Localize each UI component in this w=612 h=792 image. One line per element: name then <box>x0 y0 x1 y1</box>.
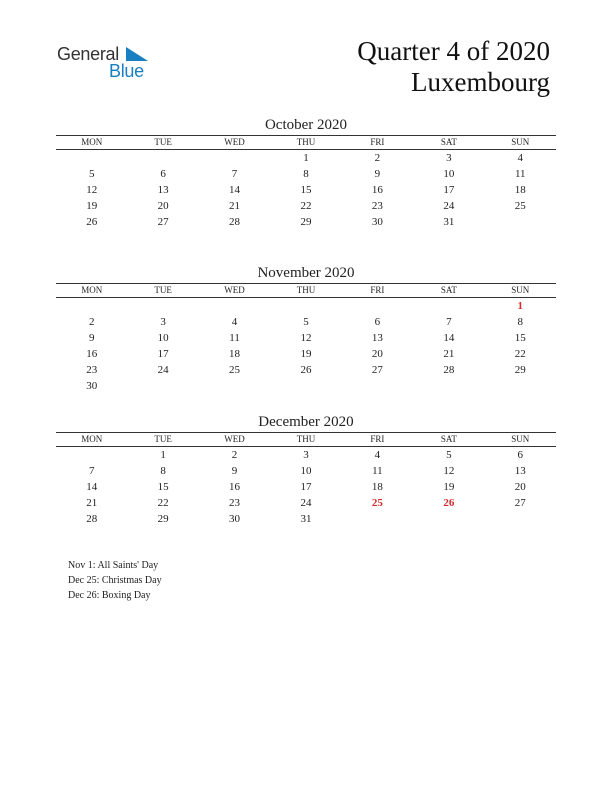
week-row <box>56 479 556 495</box>
day-cell: 26 <box>443 497 455 509</box>
page-title <box>357 36 550 98</box>
day-cell: 2 <box>374 152 381 164</box>
day-cell: 23 <box>86 364 98 376</box>
day-cell: 13 <box>157 184 169 196</box>
day-cell: 23 <box>229 497 241 509</box>
weekday-header-row <box>56 432 556 447</box>
month-november <box>56 264 556 394</box>
day-cell: 27 <box>514 497 526 509</box>
day-cell: 17 <box>157 348 169 360</box>
day-cell <box>56 447 127 463</box>
day-cell: 2 <box>231 449 238 461</box>
month-title: December 2020 <box>258 414 354 430</box>
day-cell: 13 <box>514 465 526 477</box>
day-cell <box>413 511 484 527</box>
week-row <box>56 182 556 198</box>
weekday-header: MON <box>81 285 103 295</box>
day-cell: 18 <box>229 348 241 360</box>
weekday-header: THU <box>296 137 316 147</box>
week-row <box>56 166 556 182</box>
day-cell: 10 <box>300 465 312 477</box>
day-cell: 19 <box>300 348 312 360</box>
day-cell: 10 <box>157 332 169 344</box>
weekday-header: FRI <box>370 285 385 295</box>
day-cell: 12 <box>443 465 455 477</box>
title-country: Luxembourg <box>411 67 550 97</box>
month-title: October 2020 <box>264 117 348 133</box>
day-cell: 30 <box>86 380 98 392</box>
weekday-header: WED <box>224 137 245 147</box>
weekday-header: MON <box>81 137 103 147</box>
day-cell: 15 <box>300 184 312 196</box>
day-cell: 30 <box>371 216 383 228</box>
weekday-header: TUE <box>154 137 172 147</box>
day-cell: 20 <box>514 481 526 493</box>
week-row <box>56 362 556 378</box>
day-cell <box>127 298 198 314</box>
weekday-header: THU <box>296 434 316 444</box>
day-cell: 3 <box>160 316 166 328</box>
day-cell: 29 <box>157 513 169 525</box>
week-row <box>56 495 556 511</box>
month-october <box>56 116 556 230</box>
day-cell: 11 <box>372 465 383 477</box>
day-cell <box>270 298 341 314</box>
day-cell: 30 <box>229 513 241 525</box>
day-cell: 16 <box>371 184 383 196</box>
day-cell: 3 <box>446 152 452 164</box>
day-cell: 7 <box>88 465 95 477</box>
day-cell: 23 <box>371 200 383 212</box>
weekday-header: SAT <box>440 434 457 444</box>
day-cell: 6 <box>374 316 381 328</box>
week-row <box>56 511 556 527</box>
day-cell: 31 <box>300 513 312 525</box>
week-row <box>56 214 556 230</box>
day-cell: 18 <box>371 481 383 493</box>
day-cell: 16 <box>229 481 241 493</box>
day-cell: 21 <box>443 348 455 360</box>
day-cell <box>199 150 270 166</box>
day-cell <box>199 378 270 394</box>
day-cell <box>127 378 198 394</box>
day-cell: 7 <box>446 316 452 328</box>
day-cell: 29 <box>514 364 526 376</box>
month-december <box>56 413 556 527</box>
day-cell: 4 <box>374 449 381 461</box>
weekday-header-row <box>56 135 556 150</box>
week-row <box>56 447 556 463</box>
day-cell: 12 <box>86 184 98 196</box>
day-cell <box>56 298 127 314</box>
day-cell: 9 <box>231 465 238 477</box>
day-cell <box>342 298 413 314</box>
day-cell: 28 <box>443 364 455 376</box>
day-cell <box>485 511 556 527</box>
day-cell: 24 <box>157 364 169 376</box>
holiday-note: Dec 25: Christmas Day <box>68 575 162 586</box>
logo-triangle-icon <box>126 47 148 61</box>
day-cell: 29 <box>300 216 312 228</box>
weekday-header: FRI <box>370 434 385 444</box>
day-cell: 19 <box>86 200 98 212</box>
weekday-header: TUE <box>154 434 172 444</box>
day-cell: 1 <box>160 449 166 461</box>
day-cell <box>485 378 556 394</box>
week-row <box>56 463 556 479</box>
day-cell <box>342 511 413 527</box>
day-cell: 15 <box>514 332 526 344</box>
day-cell: 20 <box>371 348 383 360</box>
day-cell: 11 <box>229 332 240 344</box>
day-cell: 24 <box>443 200 455 212</box>
day-cell: 2 <box>88 316 95 328</box>
weekday-header: WED <box>224 285 245 295</box>
day-cell <box>342 378 413 394</box>
week-row <box>56 198 556 214</box>
day-cell: 21 <box>86 497 98 509</box>
day-cell: 22 <box>300 200 312 212</box>
day-cell: 8 <box>517 316 523 328</box>
weekday-header: SAT <box>440 137 457 147</box>
day-cell <box>199 298 270 314</box>
logo <box>57 44 167 84</box>
week-row <box>56 150 556 166</box>
day-cell: 22 <box>157 497 169 509</box>
day-cell: 25 <box>371 497 383 509</box>
day-cell: 26 <box>300 364 312 376</box>
day-cell: 9 <box>88 332 95 344</box>
day-cell: 17 <box>443 184 455 196</box>
day-cell: 17 <box>300 481 312 493</box>
weekday-header-row <box>56 283 556 298</box>
day-cell: 4 <box>231 316 238 328</box>
day-cell: 10 <box>443 168 455 180</box>
day-cell: 27 <box>371 364 383 376</box>
weekday-header: TUE <box>154 285 172 295</box>
weekday-header: SUN <box>511 285 530 295</box>
day-cell: 5 <box>88 168 95 180</box>
day-cell <box>270 378 341 394</box>
day-cell: 6 <box>160 168 166 180</box>
holiday-notes <box>68 558 162 603</box>
day-cell: 14 <box>86 481 98 493</box>
weekday-header: SUN <box>511 434 530 444</box>
day-cell: 7 <box>231 168 238 180</box>
week-row <box>56 314 556 330</box>
day-cell: 25 <box>229 364 241 376</box>
day-cell: 16 <box>86 348 98 360</box>
day-cell: 28 <box>229 216 241 228</box>
day-cell <box>413 298 484 314</box>
day-cell: 13 <box>371 332 383 344</box>
day-cell <box>413 378 484 394</box>
day-cell: 26 <box>86 216 98 228</box>
day-cell: 15 <box>157 481 169 493</box>
day-cell: 8 <box>303 168 309 180</box>
logo-text-general: General <box>57 44 119 64</box>
day-cell: 12 <box>300 332 312 344</box>
day-cell: 11 <box>514 168 526 180</box>
day-cell: 19 <box>443 481 455 493</box>
week-row <box>56 346 556 362</box>
day-cell: 25 <box>514 200 526 212</box>
day-cell: 21 <box>229 200 241 212</box>
day-cell: 3 <box>303 449 309 461</box>
day-cell: 4 <box>517 152 523 164</box>
day-cell <box>485 214 556 230</box>
day-cell: 9 <box>374 168 381 180</box>
weekday-header: THU <box>296 285 316 295</box>
day-cell: 5 <box>446 449 452 461</box>
holiday-note: Dec 26: Boxing Day <box>68 590 151 601</box>
day-cell: 24 <box>300 497 312 509</box>
logo-text-blue: Blue <box>109 61 144 81</box>
week-row <box>56 330 556 346</box>
weekday-header: WED <box>224 434 245 444</box>
day-cell: 14 <box>229 184 241 196</box>
weekday-header: FRI <box>370 137 385 147</box>
month-title: November 2020 <box>257 265 355 281</box>
day-cell: 28 <box>86 513 98 525</box>
week-row <box>56 298 556 314</box>
title-quarter: Quarter 4 of 2020 <box>357 36 550 66</box>
day-cell <box>127 150 198 166</box>
day-cell <box>56 150 127 166</box>
weekday-header: SAT <box>440 285 457 295</box>
day-cell: 22 <box>514 348 526 360</box>
day-cell: 27 <box>157 216 169 228</box>
weekday-header: MON <box>81 434 103 444</box>
day-cell: 5 <box>303 316 309 328</box>
holiday-note: Nov 1: All Saints' Day <box>68 560 159 571</box>
day-cell: 8 <box>160 465 166 477</box>
day-cell: 1 <box>517 300 523 312</box>
day-cell: 20 <box>157 200 169 212</box>
week-row <box>56 378 556 394</box>
weekday-header: SUN <box>511 137 530 147</box>
day-cell: 18 <box>514 184 526 196</box>
day-cell: 6 <box>517 449 523 461</box>
day-cell: 1 <box>303 152 309 164</box>
day-cell: 31 <box>443 216 455 228</box>
day-cell: 14 <box>443 332 455 344</box>
